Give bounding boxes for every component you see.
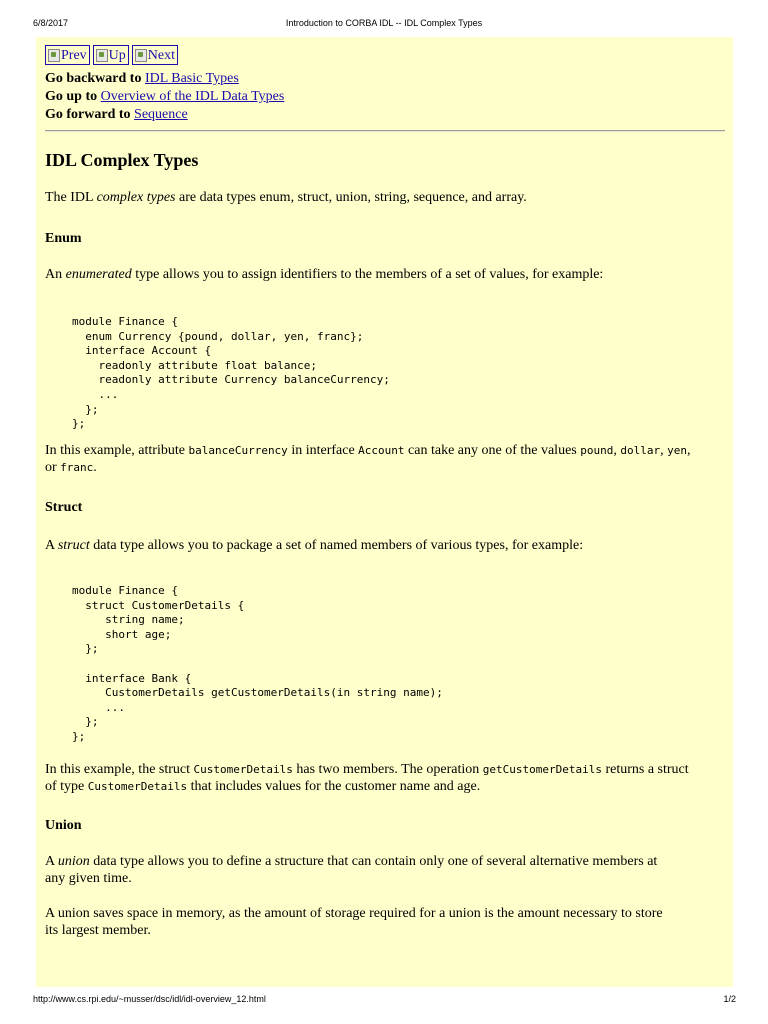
nav-backward	[45, 70, 284, 88]
print-title: Introduction to CORBA IDL -- IDL Complex Types	[285, 18, 483, 28]
enum-after-1: In this example, attribute	[45, 443, 189, 458]
intro-text-a: The IDL	[45, 190, 97, 205]
enum-after-6: ,	[687, 443, 691, 458]
print-url: http://www.cs.rpi.edu/~musser/dsc/idl/idl-overview_12.html	[33, 994, 266, 1004]
broken-image-icon	[135, 49, 147, 62]
code-customer-details-2: CustomerDetails	[87, 780, 188, 793]
struct-desc-emphasis: struct	[57, 538, 90, 553]
union-heading: Union	[45, 818, 82, 833]
next-label: Next	[147, 47, 176, 63]
enum-description	[45, 266, 725, 283]
enum-after-8: .	[93, 460, 97, 475]
union-memory-line-1: A union saves space in memory, as the amount of storage required for a union is the amount necessary to store	[45, 906, 663, 921]
union-desc-emphasis: union	[57, 854, 90, 869]
page-title: IDL Complex Types	[45, 150, 199, 170]
intro-emphasis: complex types	[96, 190, 176, 205]
code-dollar: dollar	[620, 444, 661, 457]
struct-after-2: has two members. The operation	[292, 762, 483, 777]
intro-text-b: are data types enum, struct, union, string, sequence, and array.	[175, 190, 527, 205]
code-pound: pound	[580, 444, 614, 457]
link-overview-idl-data-types[interactable]: Overview of the IDL Data Types	[100, 89, 285, 104]
struct-desc-b: data type allows you to package a set of named members of various types, for example:	[89, 538, 584, 553]
document-page	[36, 37, 733, 987]
union-description	[45, 853, 725, 887]
union-desc-a: A	[45, 854, 58, 869]
enum-explanation	[45, 442, 725, 476]
print-page-number: 1/2	[723, 994, 736, 1004]
enum-after-7: or	[45, 460, 61, 475]
code-account: Account	[358, 444, 405, 457]
struct-desc-a: A	[45, 538, 58, 553]
enum-desc-a: An	[45, 267, 66, 282]
enum-desc-b: type allows you to assign identifiers to the members of a set of values, for example:	[131, 267, 604, 282]
broken-image-icon	[96, 49, 108, 62]
union-desc-line-1	[45, 853, 725, 870]
enum-heading: Enum	[45, 231, 82, 246]
nav-backward-prefix: Go backward to	[45, 71, 145, 86]
code-get-customer-details: getCustomerDetails	[482, 763, 602, 776]
link-idl-basic-types[interactable]: IDL Basic Types	[144, 71, 239, 86]
nav-forward-prefix: Go forward to	[45, 107, 135, 122]
enum-desc-emphasis: enumerated	[65, 267, 132, 282]
union-memory-line-2: its largest member.	[45, 923, 151, 938]
struct-explanation	[45, 761, 725, 795]
struct-explanation-line-1	[45, 761, 725, 778]
struct-code-block: module Finance { struct CustomerDetails { string name; short age; }; interface Bank { CustomerDetails getCustomerDetails(in string name); ... }; };	[72, 584, 443, 743]
union-desc-line-2: any given time.	[45, 871, 132, 886]
broken-image-icon	[48, 49, 60, 62]
print-footer	[0, 994, 768, 1010]
struct-description	[45, 537, 725, 554]
up-label: Up	[108, 47, 126, 63]
next-button[interactable]	[132, 45, 178, 65]
struct-after-3: returns a struct	[601, 762, 689, 777]
up-button[interactable]	[93, 45, 129, 65]
enum-explanation-line-1	[45, 442, 725, 459]
horizontal-rule	[45, 130, 725, 132]
struct-after-4: of type	[45, 779, 88, 794]
code-franc: franc	[60, 461, 94, 474]
struct-after-5: that includes values for the customer name and age.	[187, 779, 481, 794]
code-customer-details: CustomerDetails	[193, 763, 293, 776]
nav-buttons	[45, 45, 178, 66]
struct-heading: Struct	[45, 500, 83, 515]
nav-up	[45, 88, 284, 106]
struct-after-1: In this example, the struct	[45, 762, 194, 777]
enum-after-4: ,	[613, 443, 621, 458]
nav-forward	[45, 106, 284, 124]
code-yen: yen	[667, 444, 687, 457]
nav-up-prefix: Go up to	[45, 89, 101, 104]
struct-explanation-line-2	[45, 778, 725, 795]
enum-after-5: ,	[660, 443, 668, 458]
intro-paragraph	[45, 189, 725, 206]
print-header	[0, 18, 768, 34]
code-balance-currency: balanceCurrency	[188, 444, 288, 457]
union-memory-paragraph	[45, 905, 725, 939]
enum-explanation-line-2	[45, 459, 725, 476]
print-date: 6/8/2017	[33, 18, 69, 28]
enum-after-3: can take any one of the values	[404, 443, 581, 458]
enum-code-block: module Finance { enum Currency {pound, dollar, yen, franc}; interface Account { readonly attribute float balance; readonly attribute Currency balanceCurrency; ... }; };	[72, 315, 390, 431]
enum-after-2: in interface	[287, 443, 359, 458]
prev-label: Prev	[61, 47, 87, 63]
union-desc-b: data type allows you to define a structure that can contain only one of several alternative members at	[89, 854, 658, 869]
link-sequence[interactable]: Sequence	[134, 107, 188, 122]
nav-links	[45, 70, 284, 124]
prev-button[interactable]	[45, 45, 90, 65]
